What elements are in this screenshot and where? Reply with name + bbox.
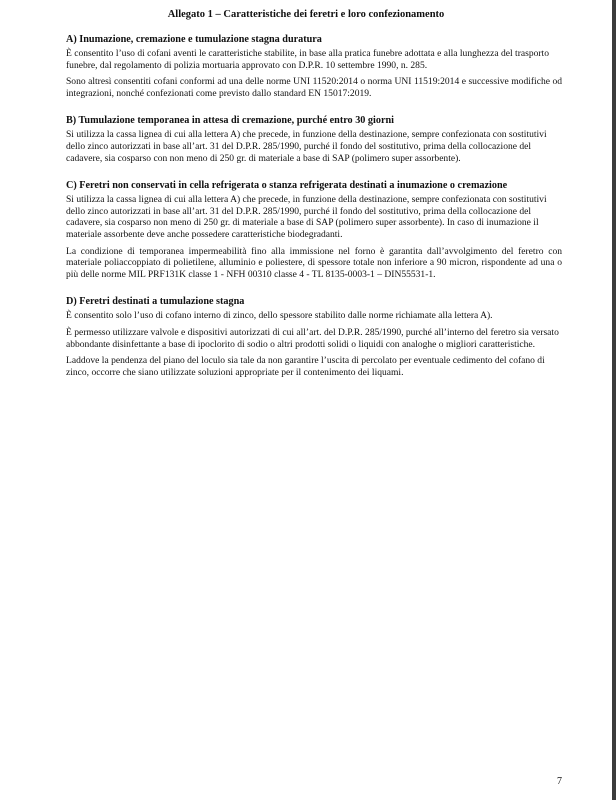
section-c-paragraph-2: La condizione di temporanea impermeabilità fino alla immissione nel forno è garantita dall’avvolgimento del feretro con materiale poliaccoppiato di polietilene, alluminio e poliestere, di spessore totale non inferiore a 90 micron, rispondente ad una o più delle norme MIL PRF131K classe 1 - NFH 00310 classe 4 - TL 8135-0003-1 – DIN55531-1.: [66, 245, 562, 280]
section-d-paragraph-1: È consentito solo l’uso di cofano interno di zinco, dello spessore stabilito dalle norme richiamate alla lettera A).: [66, 310, 493, 322]
section-d-heading: D) Feretri destinati a tumulazione stagna: [66, 296, 245, 308]
section-d-paragraph-3: Laddove la pendenza del piano del loculo sia tale da non garantire l’uscita di percolato per eventuale cedimento del cofano di zinco, occorre che siano utilizzate soluzioni appropriate per il contenimento dei liquami.: [66, 355, 545, 378]
viewer-edge: [612, 0, 616, 800]
section-b: [66, 115, 562, 164]
section-c: [66, 180, 562, 280]
document-body: [66, 34, 562, 394]
document-title: Allegato 1 – Caratteristiche dei feretri e loro confezionamento: [167, 9, 445, 20]
section-a-paragraph-1: È consentito l’uso di cofani aventi le caratteristiche stabilite, in base alla pratica funebre adottata e alla lunghezza del trasporto funebre, dal regolamento di polizia mortuaria approvato con D.P.R. 10 settembre 1990, n. 285.: [66, 48, 549, 71]
section-c-paragraph-1: Si utilizza la cassa lignea di cui alla lettera A) che precede, in funzione della destinazione, sempre confezionata con sostitutivi dello zinco autorizzati in base all’art. 31 del D.P.R. 285/1990, purché il fondo del sostitutivo, prima della collocazione del cadavere, sia cosparso non meno di 250 gr. di materiale a base di SAP (polimero super assorbente). In caso di inumazione il materiale assorbente deve anche possedere caratteristiche biodegradanti.: [66, 194, 547, 240]
section-a-heading: A) Inumazione, cremazione e tumulazione stagna duratura: [66, 34, 322, 45]
section-b-paragraph-1: Si utilizza la cassa lignea di cui alla lettera A) che precede, in funzione della destinazione, sempre confezionata con sostitutivi dello zinco autorizzati in base all’art. 31 del D.P.R. 285/1990, purché il fondo del sostitutivo, prima della collocazione del cadavere, sia cosparso con non meno di 250 gr. di materiale a base di SAP (polimero super assorbente).: [66, 129, 547, 164]
section-a: [66, 34, 562, 99]
section-d-paragraph-2: È permesso utilizzare valvole e dispositivi autorizzati di cui all’art. del D.P.R. 285/1990, purché all’interno del feretro sia versato abbondante disinfettante a base di ipoclorito di sodio o altri prodotti solidi o liquidi con analoghe o migliori caratteristiche.: [66, 326, 559, 350]
section-d: [66, 296, 562, 378]
section-a-paragraph-2: Sono altresì consentiti cofani conformi ad una delle norme UNI 11520:2014 o norma UNI 11519:2014 e successive modifiche od integrazioni, nonché confezionati come previsto dallo standard EN 15017:2019.: [66, 76, 562, 99]
section-b-heading: B) Tumulazione temporanea in attesa di cremazione, purché entro 30 giorni: [66, 115, 394, 127]
section-c-heading: C) Feretri non conservati in cella refrigerata o stanza refrigerata destinati a inumazione o cremazione: [66, 180, 508, 192]
page-number: 7: [557, 776, 562, 787]
